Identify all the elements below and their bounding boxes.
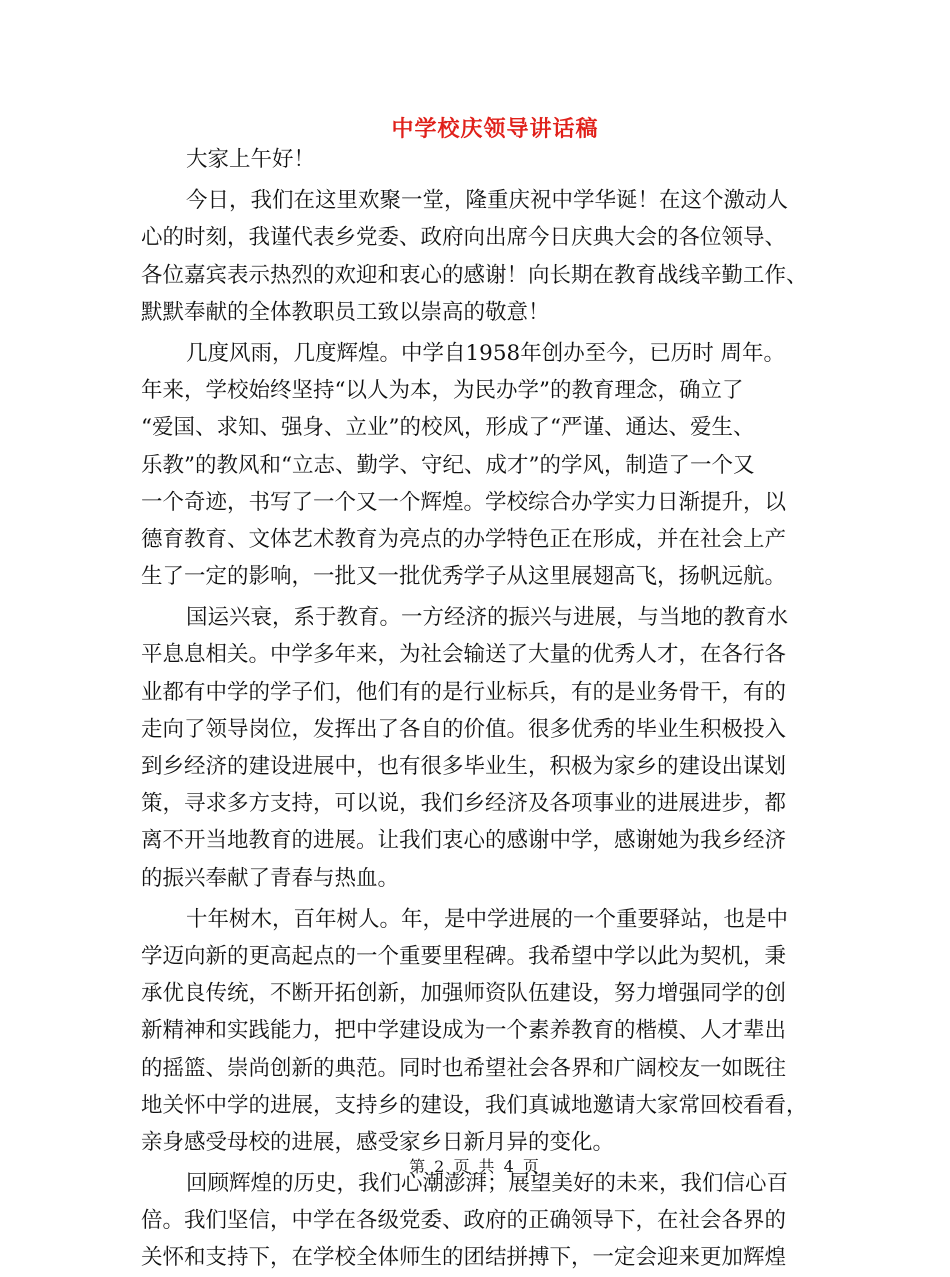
text-line: 承优良传统，不断开拓创新，加强师资队伍建设，努力增强同学的创	[141, 981, 787, 1007]
text-line: 各位嘉宾表示热烈的欢迎和衷心的感谢！向长期在教育战线辛勤工作、	[141, 262, 808, 288]
text-line: 大家上午好！	[186, 147, 316, 172]
text-line: 的摇篮、崇尚创新的典范。同时也希望社会各界和广阔校友一如既往	[141, 1055, 787, 1081]
text-line: 倍。我们坚信，中学在各级党委、政府的正确领导下，在社会各界的	[141, 1208, 787, 1234]
text-line: 生了一定的影响，一批又一批优秀学子从这里展翅高飞，扬帆远航。	[141, 564, 787, 590]
text-line: 业都有中学的学子们，他们有的是行业标兵，有的是业务骨干，有的	[141, 679, 787, 705]
document-title: 中学校庆领导讲话稿	[391, 116, 599, 142]
text-line: 回顾辉煌的历史，我们心潮澎湃；展望美好的未来，我们信心百	[186, 1171, 789, 1197]
text-line: 离不开当地教育的进展。让我们衷心的感谢中学，感谢她为我乡经济	[141, 828, 787, 854]
text-line: 十年树木，百年树人。年，是中学进展的一个重要驿站，也是中	[186, 906, 789, 932]
text-line: 平息息相关。中学多年来，为社会输送了大量的优秀人才，在各行各	[141, 642, 787, 668]
text-line: 亲身感受母校的进展，感受家乡日新月异的变化。	[141, 1129, 615, 1155]
text-line: 心的时刻，我谨代表乡党委、政府向出席今日庆典大会的各位领导、	[141, 225, 787, 251]
text-line: 到乡经济的建设进展中，也有很多毕业生，积极为家乡的建设出谋划	[141, 754, 787, 779]
text-line: “爱国、求知、强身、立业”的校风，形成了“严谨、通达、爱生、	[141, 415, 755, 441]
page-footer: 第 2 页 共 4 页	[409, 1157, 541, 1176]
text-line: 国运兴衰，系于教育。一方经济的振兴与进展，与当地的教育水	[186, 605, 789, 631]
text-line: 德育教育、文体艺术教育为亮点的办学特色正在形成，并在社会上产	[141, 526, 787, 552]
text-line: 一个奇迹，书写了一个又一个辉煌。学校综合办学实力日渐提升，以	[141, 489, 787, 515]
text-line: 的振兴奉献了青春与热血。	[141, 865, 400, 891]
text-line: 策，寻求多方支持，可以说，我们乡经济及各项事业的进展进步，都	[141, 791, 787, 817]
text-line: 默默奉献的全体教职员工致以崇高的敬意！	[141, 299, 550, 325]
text-line: 学迈向新的更高起点的一个重要里程碑。我希望中学以此为契机，秉	[141, 943, 787, 969]
document-body	[141, 141, 821, 1277]
text-line: 新精神和实践能力，把中学建设成为一个素养教育的楷模、人才辈出	[141, 1018, 787, 1044]
text-line: 走向了领导岗位，发挥出了各自的价值。很多优秀的毕业生积极投入	[141, 716, 787, 742]
text-line: 年来，学校始终坚持“以人为本，为民办学”的教育理念，确立了	[141, 378, 744, 404]
text-line: 今日，我们在这里欢聚一堂，隆重庆祝中学华诞！在这个激动人	[186, 188, 789, 214]
text-line: 关怀和支持下，在学校全体师生的团结拼搏下，一定会迎来更加辉煌	[141, 1245, 787, 1271]
text-line: 地关怀中学的进展，支持乡的建设，我们真诚地邀请大家常回校看看，	[141, 1092, 808, 1118]
text-line: 乐教”的教风和“立志、勤学、守纪、成才”的学风，制造了一个又	[141, 452, 755, 478]
text-line: 几度风雨，几度辉煌。中学自1958年创办至今，已历时 周年。	[186, 340, 786, 366]
